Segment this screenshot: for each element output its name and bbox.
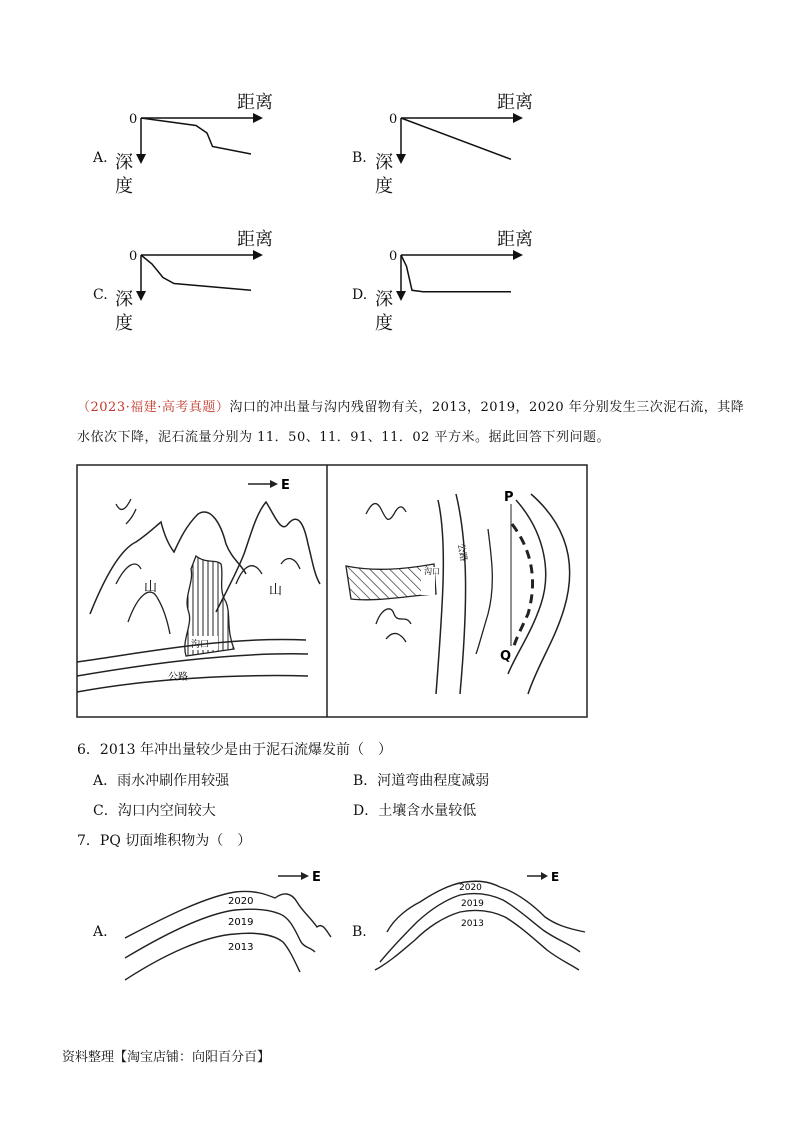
question-source: （2023·福建·高考真题） <box>77 400 230 415</box>
y-axis-label-2: 度 <box>375 313 393 334</box>
origin-label: 0 <box>389 249 398 264</box>
y-axis-label-2: 度 <box>115 313 133 334</box>
y-axis-arrow <box>136 154 146 164</box>
question-intro <box>77 393 757 453</box>
option-letter: A． <box>93 773 118 789</box>
layer-label-2019: 2019 <box>461 899 484 909</box>
point-p-label: P <box>504 490 514 505</box>
q6-option-a[interactable] <box>93 770 229 790</box>
x-axis-label: 距离 <box>497 92 533 113</box>
option-a-letter: A. <box>93 150 108 166</box>
x-axis-arrow <box>513 250 523 260</box>
page-footer: 资料整理【淘宝店铺：向阳百分百】 <box>62 1050 271 1065</box>
y-axis-arrow <box>396 291 406 301</box>
y-axis-arrow <box>136 291 146 301</box>
y-axis-label-1: 深 <box>375 289 393 310</box>
layer-line-bottom <box>125 933 300 980</box>
east-arrow-icon <box>541 872 548 880</box>
depth-chart-b <box>365 88 540 203</box>
depth-chart-c <box>105 225 280 340</box>
depth-chart-d <box>365 225 540 340</box>
option-letter: C． <box>93 803 118 819</box>
option-text: 沟口内空间较大 <box>117 803 216 819</box>
y-axis-label-2: 度 <box>115 176 133 197</box>
option-b-letter: B. <box>352 150 367 166</box>
option-letter: B． <box>353 773 378 789</box>
gully-mouth-label: 沟口 <box>191 640 210 650</box>
option-text: 河道弯曲程度减弱 <box>377 773 490 789</box>
y-axis-arrow <box>396 154 406 164</box>
layer-label-2020: 2020 <box>459 883 482 893</box>
option-text: 土壤含水量较低 <box>378 803 477 819</box>
q7-option-b-letter: B. <box>352 924 367 940</box>
depth-line <box>401 255 511 292</box>
mountain-label-left: 山 <box>144 580 158 595</box>
origin-label: 0 <box>389 112 398 127</box>
gully-mouth-label-right: 沟口 <box>424 567 440 576</box>
layer-label-2013: 2013 <box>228 942 254 953</box>
option-d-letter: D. <box>352 287 368 303</box>
layer-label-2019: 2019 <box>228 917 254 928</box>
origin-label: 0 <box>129 112 138 127</box>
y-axis-label-1: 深 <box>115 152 133 173</box>
q6-option-b[interactable] <box>353 770 489 790</box>
y-axis-label-2: 度 <box>375 176 393 197</box>
option-c-letter: C. <box>93 287 108 303</box>
origin-label: 0 <box>129 249 138 264</box>
east-label: E <box>281 478 290 493</box>
x-axis-label: 距离 <box>497 229 533 250</box>
y-axis-label-1: 深 <box>115 289 133 310</box>
layer-line-middle <box>125 909 315 958</box>
layer-line-top <box>387 881 585 932</box>
question-6-stem: 6．2013 年冲出量较少是由于泥石流爆发前（ ） <box>77 742 392 758</box>
q7-option-b-figure[interactable] <box>365 862 605 982</box>
q7-option-a-figure[interactable] <box>105 862 345 992</box>
point-q-label: Q <box>500 649 512 664</box>
road-label-right: 公路 <box>455 542 469 563</box>
q6-option-d[interactable] <box>353 800 476 820</box>
depth-line <box>401 118 511 159</box>
x-axis-label: 距离 <box>237 229 273 250</box>
layer-label-2020: 2020 <box>228 896 254 907</box>
east-label: E <box>312 870 321 885</box>
depth-chart-a <box>105 88 280 203</box>
option-letter: D． <box>353 803 379 819</box>
x-axis-arrow <box>253 113 263 123</box>
east-arrow-icon <box>301 872 309 880</box>
x-axis-arrow <box>513 113 523 123</box>
intro-text: 沟口的冲出量与沟内残留物有关，2013，2019，2020 年分别发生三次泥石流，其降水依次下降，泥石流量分别为 11．50、11．91、11．02 平方米。据此回答下列问题。 <box>77 400 745 445</box>
road-label-left: 公路 <box>168 672 188 683</box>
layer-label-2013: 2013 <box>461 919 484 929</box>
x-axis-arrow <box>253 250 263 260</box>
depth-line <box>141 118 251 154</box>
mountain-label-right: 山 <box>269 583 283 598</box>
q6-option-c[interactable] <box>93 800 216 820</box>
q7-option-a-letter: A. <box>93 924 108 940</box>
question-7-stem: 7．PQ 切面堆积物为（ ） <box>77 833 252 849</box>
gully-map-figure <box>76 464 588 718</box>
depth-line <box>141 255 251 290</box>
east-label: E <box>551 870 560 884</box>
x-axis-label: 距离 <box>237 92 273 113</box>
y-axis-label-1: 深 <box>375 152 393 173</box>
option-text: 雨水冲刷作用较强 <box>117 773 230 789</box>
